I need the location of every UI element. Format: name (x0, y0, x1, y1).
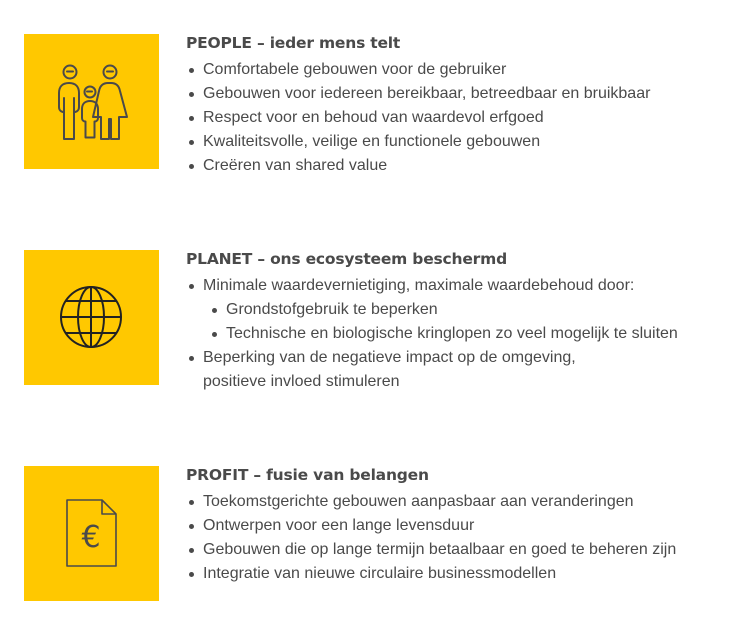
globe-icon (24, 250, 159, 385)
list-item: Gebouwen die op lange termijn betaalbaar en goed te beheren zijn (186, 538, 746, 562)
list-item: Gebouwen voor iedereen bereikbaar, betreedbaar en bruikbaar (186, 82, 746, 106)
euro-document-icon (24, 466, 159, 601)
list-item: Kwaliteitsvolle, veilige en functionele gebouwen (186, 130, 746, 154)
list-item: Beperking van de negatieve impact op de omgeving, (186, 346, 746, 370)
sub-list-item: Grondstofgebruik te beperken (186, 298, 746, 322)
list-item: Comfortabele gebouwen voor de gebruiker (186, 58, 746, 82)
planet-heading: PLANET – ons ecosysteem beschermd (186, 250, 507, 268)
list-item: Respect voor en behoud van waardevol erfgoed (186, 106, 746, 130)
svg-text:€: € (81, 520, 101, 555)
list-item: Minimale waardevernietiging, maximale waardebehoud door: (186, 274, 746, 298)
planet-list (186, 274, 746, 394)
people-icon-box (24, 34, 159, 169)
people-icon (24, 34, 159, 169)
profit-heading: PROFIT – fusie van belangen (186, 466, 429, 484)
list-item-continuation: positieve invloed stimuleren (203, 373, 400, 390)
list-item: Creëren van shared value (186, 154, 746, 178)
planet-content (186, 250, 746, 394)
profit-list (186, 490, 746, 586)
list-item: Ontwerpen voor een lange levensduur (186, 514, 746, 538)
sub-list-item: Technische en biologische kringlopen zo veel mogelijk te sluiten (186, 322, 746, 346)
profit-content (186, 466, 746, 586)
people-heading: PEOPLE – ieder mens telt (186, 34, 401, 52)
profit-icon-box (24, 466, 159, 601)
list-item: Integratie van nieuwe circulaire businessmodellen (186, 562, 746, 586)
people-content (186, 34, 746, 178)
planet-icon-box (24, 250, 159, 385)
list-item: Toekomstgerichte gebouwen aanpasbaar aan veranderingen (186, 490, 746, 514)
people-list (186, 58, 746, 178)
